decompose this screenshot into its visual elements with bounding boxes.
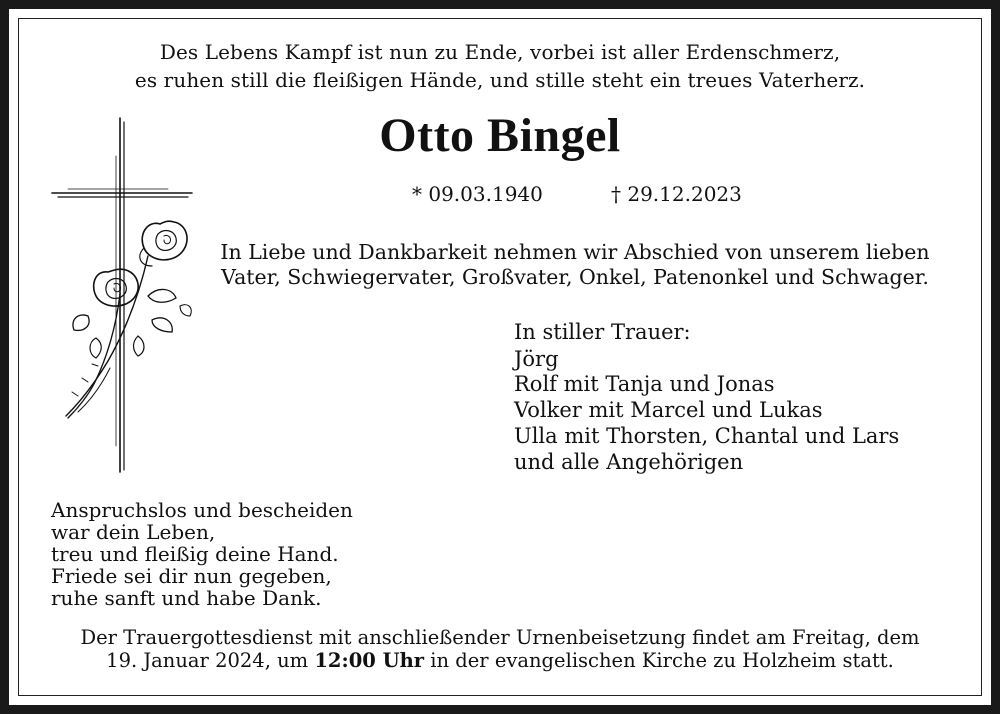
mourner-name: Rolf mit Tanja und Jonas [514, 372, 775, 396]
poem-line: war dein Leben, [51, 520, 216, 544]
poem-line: Friede sei dir nun gegeben, [51, 564, 332, 588]
deceased-name: Otto Bingel [379, 109, 621, 162]
poem-line: ruhe sanft und habe Dank. [51, 586, 322, 610]
farewell-line-1: In Liebe und Dankbarkeit nehmen wir Abschied von unserem lieben [220, 240, 930, 264]
poem-line: Anspruchslos und bescheiden [51, 498, 353, 522]
service-location-text: in der evangelischen Kirche zu Holzheim statt. [430, 649, 894, 672]
service-line-2 [0, 649, 1000, 672]
mourner-name: Jörg [514, 347, 559, 371]
mourners-heading: In stiller Trauer: [514, 320, 691, 344]
death-date: † 29.12.2023 [611, 182, 742, 206]
farewell-line-2: Vater, Schwiegervater, Großvater, Onkel, Patenonkel und Schwager. [221, 265, 929, 289]
mourner-name: und alle Angehörigen [514, 450, 744, 474]
birth-date: * 09.03.1940 [412, 182, 543, 206]
poem-line: treu und fleißig deine Hand. [51, 542, 339, 566]
mourner-name: Volker mit Marcel und Lukas [514, 398, 823, 422]
cross-with-roses-icon [48, 116, 198, 482]
intro-verse-line-1: Des Lebens Kampf ist nun zu Ende, vorbei ist aller Erdenschmerz, [159, 40, 841, 64]
mourner-name: Ulla mit Thorsten, Chantal und Lars [514, 424, 900, 448]
service-date-text: 19. Januar 2024, um [106, 649, 309, 672]
service-line-1: Der Trauergottesdienst mit anschließender Urnenbeisetzung findet am Freitag, dem [80, 626, 920, 649]
intro-verse-line-2: es ruhen still die fleißigen Hände, und stille steht ein treues Vaterherz. [134, 68, 866, 92]
service-time: 12:00 Uhr [314, 649, 425, 672]
